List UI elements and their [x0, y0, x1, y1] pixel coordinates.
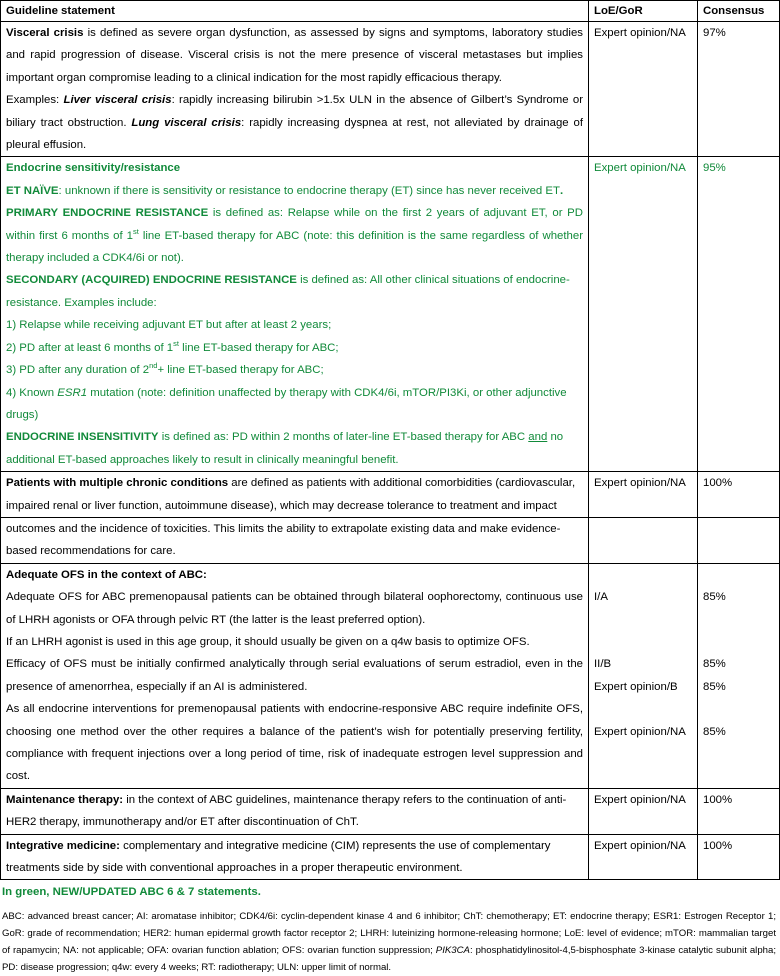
table-row-visceral-crisis	[1, 22, 780, 157]
endocrine-title: Endocrine sensitivity/resistance	[6, 162, 181, 175]
table-row-ofs	[1, 563, 780, 788]
ofs-cons-2: 85%	[703, 658, 726, 671]
ofs-p4: As all endocrine interventions for premenopausal patients with endocrine-responsive ABC require indefinite OFS, choosing one method over the other requires a balance of the patient’s wish for potentially preserving fertility, compliance with frequent injections over a long period of time, risk of inadequate estrogen level suppression and cost.	[6, 703, 583, 783]
secondary-resistance: SECONDARY (ACQUIRED) ENDOCRINE RESISTANCE is defined as: All other clinical situations of endocrine-resistance. Examples include:	[6, 274, 570, 309]
secondary-item-4: 4) Known ESR1 mutation (note: definition unaffected by therapy with CDK4/6i, mTOR/PI3Ki, or other adjunctive drugs)	[6, 386, 567, 421]
visceral-definition: Visceral crisis is defined as severe organ dysfunction, as assessed by signs and symptoms, laboratory studies and rapid progression of disease. Visceral crisis is not the mere presence of visceral metastases but implies important organ compromise leading to a clinical indication for the most rapidly efficacious therapy.	[6, 27, 583, 84]
endocrine-statement	[1, 157, 589, 472]
primary-resistance: PRIMARY ENDOCRINE RESISTANCE is defined as: Relapse while on the first 2 years of adjuvant ET, or PD within first 6 months of 1st line ET-based therapy for ABC (note: this definition is the same regardless of whether therapy included a CDK4/6i or not).	[6, 207, 583, 265]
endocrine-consensus: 95%	[698, 157, 780, 472]
ofs-p2: If an LHRH agonist is used in this age group, it should usually be given on a q4w basis to optimize OFS.	[6, 635, 530, 648]
ofs-statement	[1, 563, 589, 788]
maintenance-statement: Maintenance therapy: in the context of ABC guidelines, maintenance therapy refers to the continuation of anti-HER2 therapy, immunotherapy and/or ET after discontinuation of ChT.	[1, 788, 589, 834]
header-consensus: Consensus	[698, 1, 780, 22]
endocrine-insensitivity: ENDOCRINE INSENSITIVITY is defined as: PD within 2 months of later-line ET-based therapy for ABC and no additional ET-based approaches likely to result in clinically meaningful benefit.	[6, 431, 564, 466]
maintenance-loe: Expert opinion/NA	[589, 788, 698, 834]
ofs-title: Adequate OFS in the context of ABC:	[6, 568, 207, 581]
chronic-consensus-empty	[698, 517, 780, 563]
table-header-row	[1, 1, 780, 22]
chronic-loe-empty	[589, 517, 698, 563]
visceral-examples: Examples: Liver visceral crisis: rapidly increasing bilirubin >1.5x ULN in the absence of Gilbert’s Syndrome or biliary tract obstruction. Lung visceral crisis: rapidly increasing dyspnea at rest, not alleviated by drainage of pleural effusion.	[6, 94, 584, 152]
ofs-loe-4: Expert opinion/NA	[594, 725, 686, 738]
chronic-statement: Patients with multiple chronic conditions are defined as patients with additional comorbidities (cardiovascular, impaired renal or liver function, autoimmune disease), which may decrease tolerance to treatment and impact	[1, 472, 589, 518]
ofs-p3: Efficacy of OFS must be initially confirmed analytically through serial evaluations of serum estradiol, even in the presence of amenorrhea, especially if an AI is administered.	[6, 658, 583, 693]
maintenance-consensus: 100%	[698, 788, 780, 834]
secondary-item-3: 3) PD after any duration of 2nd+ line ET-based therapy for ABC;	[6, 361, 324, 377]
chronic-statement-continued: outcomes and the incidence of toxicities. This limits the ability to extrapolate existing data and make evidence-based recommendations for care.	[1, 517, 589, 563]
endocrine-loe: Expert opinion/NA	[589, 157, 698, 472]
ofs-loe-1: I/A	[594, 591, 608, 604]
integrative-statement: Integrative medicine: complementary and integrative medicine (CIM) represents the use of complementary treatments side by side with conventional approaches in a proper therapeutic environment.	[1, 834, 589, 880]
table-row-integrative	[1, 834, 780, 880]
table-row-chronic-continued	[1, 517, 780, 563]
header-loe-gor: LoE/GoR	[589, 1, 698, 22]
visceral-crisis-statement	[1, 22, 589, 157]
abbreviations-footnote: ABC: advanced breast cancer; AI: aromatase inhibitor; CDK4/6i: cyclin-dependent kinase 4 and 6 inhibitor; ChT: chemotherapy; ET: endocrine therapy; ESR1: Estrogen Receptor 1; GoR: grade of recommendation; HER2: human epidermal growth factor receptor 2; LHRH: luteinizing hormone-releasing hormone; LoE: level of evidence; mTOR: mammalian target of rapamycin; NA: not applicable; OFA: ovarian function ablation; OFS: ovarian function suppression; PIK3CA: phosphatidylinositol-4,5-bisphosphate 3-kinase catalytic subunit alpha; PD: disease progression; q4w: every 4 weeks; RT: radiotherapy; ULN: upper limit of normal.	[2, 911, 776, 974]
table-row-chronic	[1, 472, 780, 518]
secondary-item-1: 1) Relapse while receiving adjuvant ET but after at least 2 years;	[6, 319, 332, 332]
green-note: In green, NEW/UPDATED ABC 6 & 7 statements.	[2, 886, 261, 899]
ofs-consensus	[698, 563, 780, 788]
ofs-p1: Adequate OFS for ABC premenopausal patients can be obtained through bilateral oophorectomy, continuous use of LHRH agonists or OFA through pelvic RT (the latter is the least preferred option).	[6, 591, 583, 626]
chronic-loe: Expert opinion/NA	[589, 472, 698, 518]
ofs-cons-4: 85%	[703, 725, 726, 738]
secondary-item-2: 2) PD after at least 6 months of 1st line ET-based therapy for ABC;	[6, 338, 339, 354]
integrative-loe: Expert opinion/NA	[589, 834, 698, 880]
table-row-endocrine	[1, 157, 780, 472]
ofs-loe	[589, 563, 698, 788]
ofs-cons-3: 85%	[703, 680, 726, 693]
visceral-loe: Expert opinion/NA	[589, 22, 698, 157]
table-row-maintenance	[1, 788, 780, 834]
header-statement: Guideline statement	[1, 1, 589, 22]
visceral-consensus: 97%	[698, 22, 780, 157]
ofs-loe-3: Expert opinion/B	[594, 680, 678, 693]
ofs-loe-2: II/B	[594, 658, 612, 671]
ofs-cons-1: 85%	[703, 591, 726, 604]
chronic-consensus: 100%	[698, 472, 780, 518]
integrative-consensus: 100%	[698, 834, 780, 880]
et-naive: ET NAÏVE: unknown if there is sensitivity or resistance to endocrine therapy (ET) since has never received ET.	[6, 184, 564, 197]
